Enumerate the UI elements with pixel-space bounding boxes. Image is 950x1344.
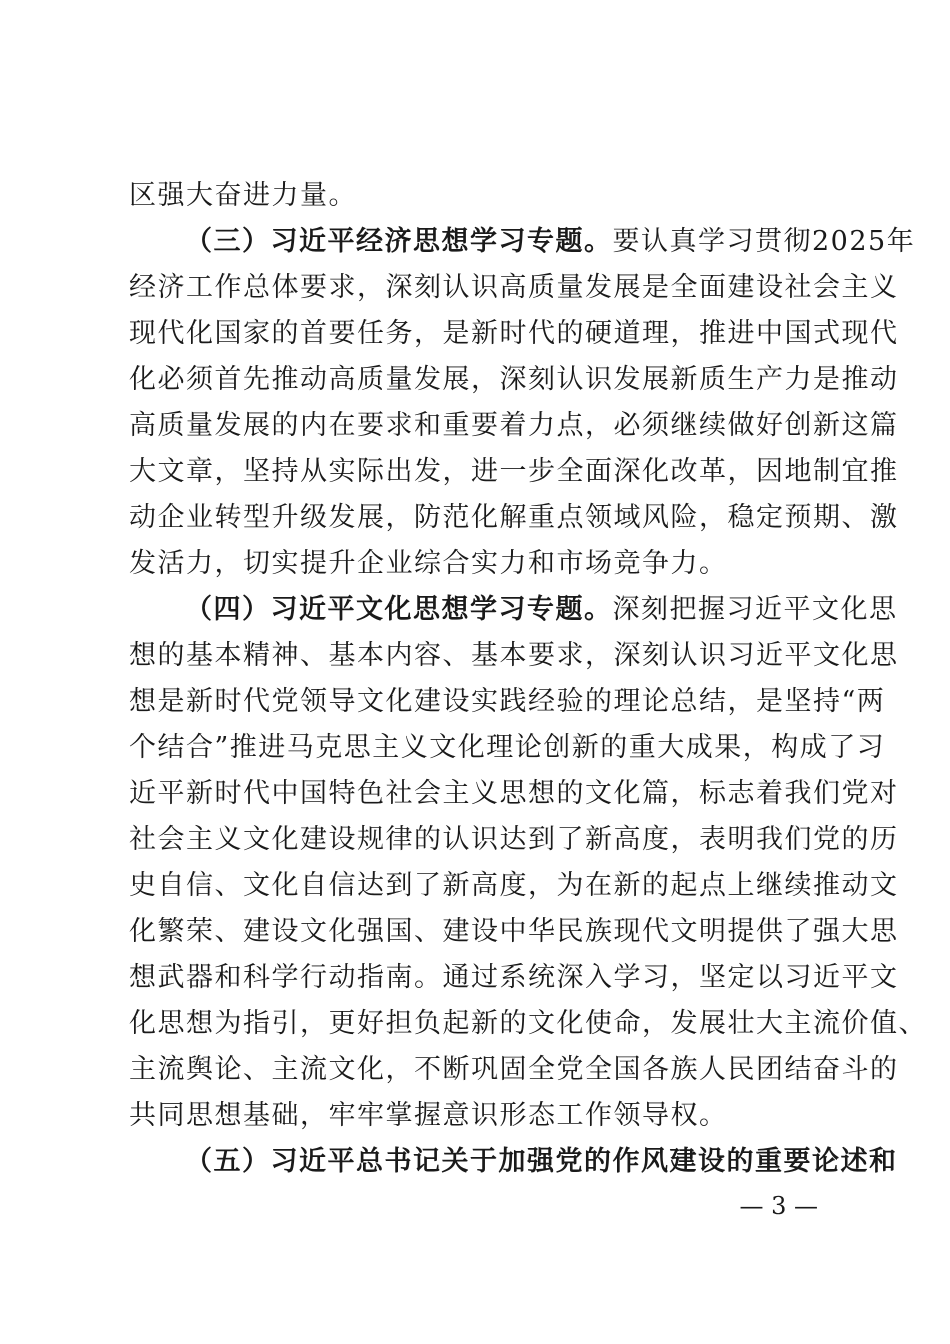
section-title-3: （三）习近平经济思想学习专题。 bbox=[185, 226, 613, 257]
line-text: 想的基本精神、基本内容、基本要求，深刻认识习近平文化思 bbox=[129, 640, 899, 671]
section-title-4: （四）习近平文化思想学习专题。 bbox=[185, 594, 613, 625]
section-title-5: （五）习近平总书记关于加强党的作风建设的重要论述和 bbox=[185, 1146, 898, 1177]
body-line-9 bbox=[129, 541, 819, 587]
section-heading-5 bbox=[185, 1139, 898, 1185]
page-number: — 3 — bbox=[739, 1192, 818, 1220]
line-text: 发活力，切实提升企业综合实力和市场竞争力。 bbox=[129, 548, 728, 579]
line-text: 现代化国家的首要任务，是新时代的硬道理，推进中国式现代 bbox=[129, 318, 899, 349]
line-text: 区强大奋进力量。 bbox=[129, 180, 357, 211]
body-line-6 bbox=[129, 403, 899, 449]
body-line-1 bbox=[129, 173, 819, 219]
body-line-16 bbox=[129, 863, 899, 909]
section-heading-4 bbox=[185, 587, 898, 633]
body-line-12 bbox=[129, 679, 886, 725]
body-line-13 bbox=[129, 725, 886, 771]
line-text: 近平新时代中国特色社会主义思想的文化篇，标志着我们党对 bbox=[129, 778, 899, 809]
line-text: 化必须首先推动高质量发展，深刻认识发展新质生产力是推动 bbox=[129, 364, 899, 395]
line-text: 共同思想基础，牢牢掌握意识形态工作领导权。 bbox=[129, 1100, 728, 1131]
line-text: 深刻把握习近平文化思 bbox=[612, 594, 898, 625]
line-text: 个结合”推进马克思主义文化理论创新的重大成果，构成了习 bbox=[129, 732, 886, 763]
line-text: 高质量发展的内在要求和重要着力点，必须继续做好创新这篇 bbox=[129, 410, 899, 441]
line-text: 想是新时代党领导文化建设实践经验的理论总结，是坚持“两 bbox=[129, 686, 886, 717]
line-text: 主流舆论、主流文化，不断巩固全党全国各族人民团结奋斗的 bbox=[129, 1054, 899, 1085]
body-line-21 bbox=[129, 1093, 819, 1139]
body-line-19 bbox=[129, 1001, 927, 1047]
body-line-15 bbox=[129, 817, 899, 863]
line-text: 史自信、文化自信达到了新高度，为在新的起点上继续推动文 bbox=[129, 870, 899, 901]
body-line-4 bbox=[129, 311, 899, 357]
section-heading-3 bbox=[185, 219, 916, 265]
body-line-18 bbox=[129, 955, 899, 1001]
body-line-5 bbox=[129, 357, 899, 403]
body-line-8 bbox=[129, 495, 899, 541]
line-text: 社会主义文化建设规律的认识达到了新高度，表明我们党的历 bbox=[129, 824, 899, 855]
body-line-20 bbox=[129, 1047, 899, 1093]
body-line-7 bbox=[129, 449, 899, 495]
line-text: 大文章，坚持从实际出发，进一步全面深化改革，因地制宜推 bbox=[129, 456, 899, 487]
body-line-3 bbox=[129, 265, 899, 311]
body-line-14 bbox=[129, 771, 899, 817]
body-line-11 bbox=[129, 633, 899, 679]
line-text: 想武器和科学行动指南。通过系统深入学习，坚定以习近平文 bbox=[129, 962, 899, 993]
line-text: 化思想为指引，更好担负起新的文化使命，发展壮大主流价值、 bbox=[129, 1008, 927, 1039]
line-text: 经济工作总体要求，深刻认识高质量发展是全面建设社会主义 bbox=[129, 272, 899, 303]
body-line-17 bbox=[129, 909, 899, 955]
line-text: 动企业转型升级发展，防范化解重点领域风险，稳定预期、激 bbox=[129, 502, 899, 533]
line-text: 要认真学习贯彻2025年 bbox=[612, 226, 916, 257]
line-text: 化繁荣、建设文化强国、建设中华民族现代文明提供了强大思 bbox=[129, 916, 899, 947]
